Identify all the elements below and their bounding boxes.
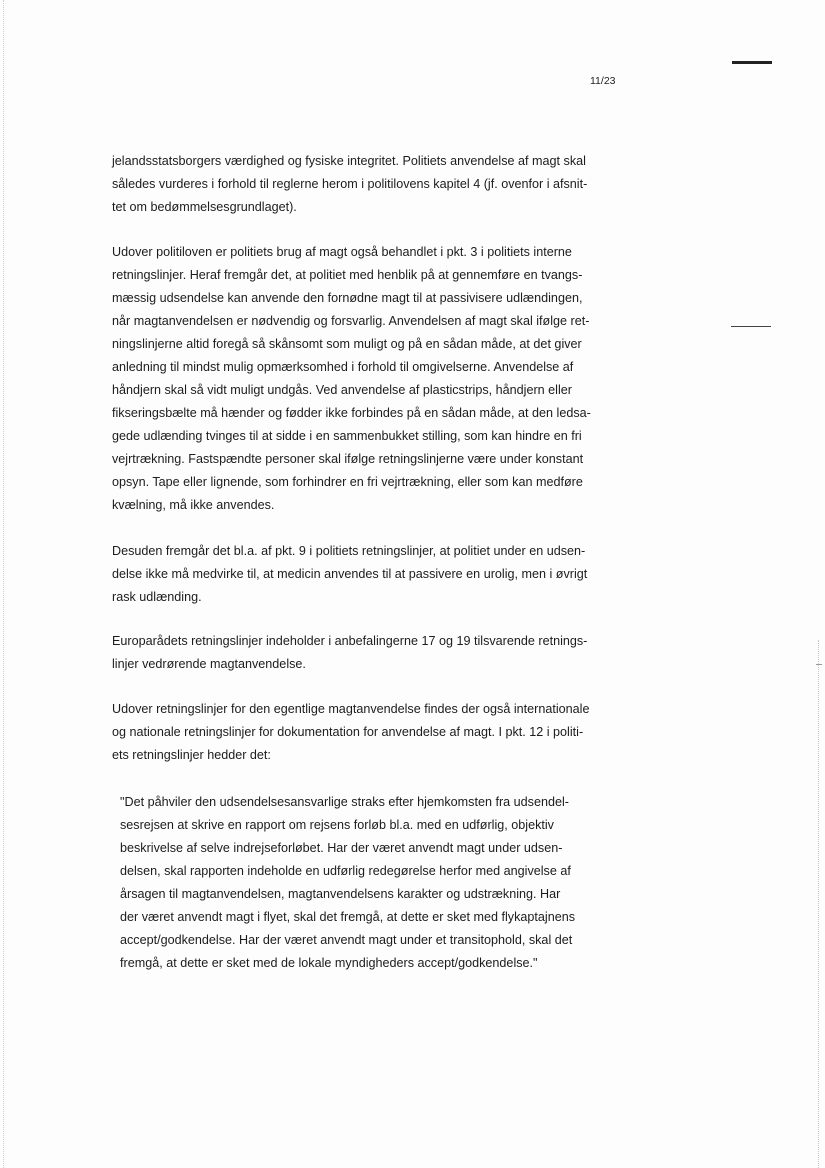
paragraph-line: når magtanvendelsen er nødvendig og forsvarlig. Anvendelsen af magt skal ifølge ret-	[112, 314, 590, 328]
paragraph-line: rask udlænding.	[112, 590, 202, 604]
scan-edge-left	[3, 0, 4, 1168]
paragraph-line: Europarådets retningslinjer indeholder i anbefalingerne 17 og 19 tilsvarende retnings-	[112, 634, 588, 648]
paragraph-line: fikseringsbælte må hænder og fødder ikke forbindes på en sådan måde, at den ledsa-	[112, 406, 591, 420]
paragraph-line: ets retningslinjer hedder det:	[112, 748, 271, 762]
paragraph-3	[112, 540, 632, 609]
quote-line: beskrivelse af selve indrejseforløbet. Har der været anvendt magt under udsen-	[120, 841, 563, 855]
paragraph-line: gede udlænding tvinges til at sidde i en sammenbukket stilling, som kan hindre en fri	[112, 429, 582, 443]
quote-line: accept/godkendelse. Har der været anvendt magt under et transitophold, skal det	[120, 933, 573, 947]
paragraph-4	[112, 630, 632, 676]
margin-mark-middle	[731, 326, 771, 327]
quote-line: årsagen til magtanvendelsen, magtanvendelsens karakter og udstrækning. Har	[120, 887, 561, 901]
page-number: 11/23	[590, 75, 616, 87]
quote-line: delsen, skal rapporten indeholde en udførlig redegørelse herfor med angivelse af	[120, 864, 571, 878]
paragraph-line: kvælning, må ikke anvendes.	[112, 498, 275, 512]
paragraph-line: ningslinjerne altid foregå så skånsomt som muligt og på en sådan måde, at det giver	[112, 337, 582, 351]
paragraph-line: retningslinjer. Heraf fremgår det, at politiet med henblik på at gennemføre en tvangs-	[112, 268, 583, 282]
paragraph-line: mæssig udsendelse kan anvende den fornødne magt til at passivisere udlændingen,	[112, 291, 583, 305]
scan-edge-right	[818, 640, 819, 1168]
paragraph-line: Desuden fremgår det bl.a. af pkt. 9 i politiets retningslinjer, at politiet under en udsen-	[112, 544, 586, 558]
quote-line: fremgå, at dette er sket med de lokale myndigheders accept/godkendelse."	[120, 956, 538, 970]
margin-mark-top	[732, 61, 772, 64]
paragraph-1	[112, 150, 632, 219]
paragraph-line: opsyn. Tape eller lignende, som forhindrer en fri vejrtrækning, eller som kan medføre	[112, 475, 583, 489]
quote-line: der været anvendt magt i flyet, skal det fremgå, at dette er sket med flykaptajnens	[120, 910, 575, 924]
paragraph-line: således vurderes i forhold til reglerne herom i politilovens kapitel 4 (jf. ovenfor i afsnit-	[112, 177, 588, 191]
paragraph-line: håndjern skal så vidt muligt undgås. Ved anvendelse af plasticstrips, håndjern eller	[112, 383, 572, 397]
quote-line: sesrejsen at skrive en rapport om rejsens forløb bl.a. med en udførlig, objektiv	[120, 818, 554, 832]
scan-edge-tick	[816, 664, 822, 665]
paragraph-line: vejrtrækning. Fastspændte personer skal ifølge retningslinjerne være under konstant	[112, 452, 584, 466]
paragraph-line: tet om bedømmelsesgrundlaget).	[112, 200, 297, 214]
paragraph-2	[112, 241, 632, 517]
paragraph-line: Udover politiloven er politiets brug af magt også behandlet i pkt. 3 i politiets interne	[112, 245, 572, 259]
paragraph-line: linjer vedrørende magtanvendelse.	[112, 657, 306, 671]
paragraph-5	[112, 698, 632, 767]
block-quote	[120, 791, 615, 975]
quote-line: "Det påhviler den udsendelsesansvarlige straks efter hjemkomsten fra udsendel-	[120, 795, 569, 809]
paragraph-line: og nationale retningslinjer for dokumentation for anvendelse af magt. I pkt. 12 i politi-	[112, 725, 584, 739]
paragraph-line: anledning til mindst mulig opmærksomhed i forhold til omgivelserne. Anvendelse af	[112, 360, 574, 374]
paragraph-line: jelandsstatsborgers værdighed og fysiske integritet. Politiets anvendelse af magt skal	[112, 154, 586, 168]
paragraph-line: Udover retningslinjer for den egentlige magtanvendelse findes der også internationale	[112, 702, 590, 716]
paragraph-line: delse ikke må medvirke til, at medicin anvendes til at passivere en urolig, men i øvrigt	[112, 567, 588, 581]
